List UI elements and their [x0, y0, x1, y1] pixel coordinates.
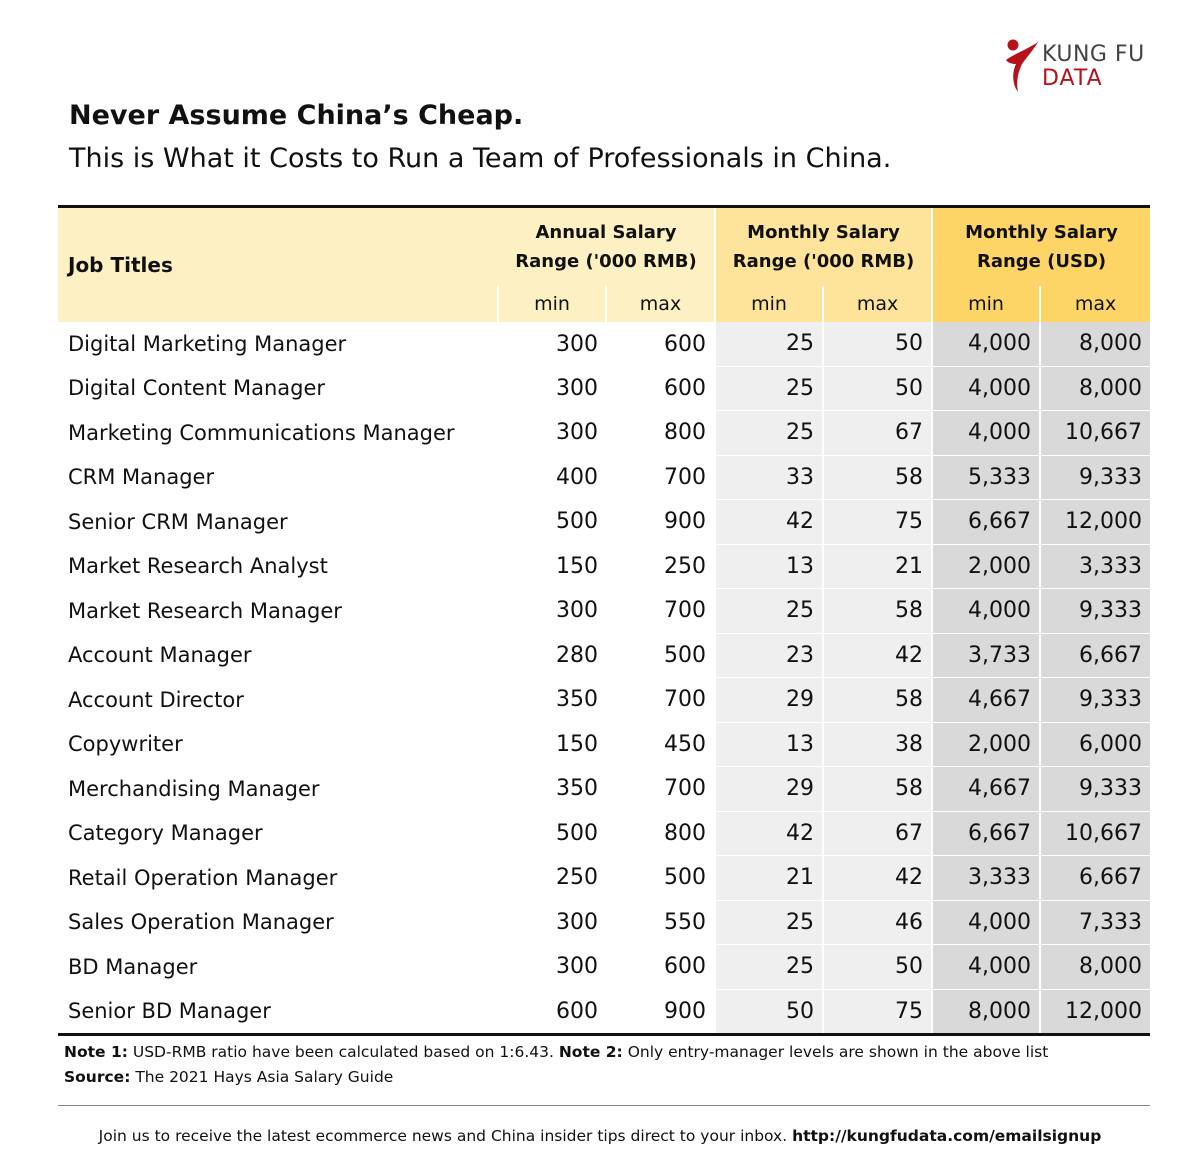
monthly-usd-max-cell: 9,333 [1040, 455, 1150, 500]
source-text: The 2021 Hays Asia Salary Guide [130, 1068, 394, 1086]
kung-fu-figure-icon [1004, 38, 1040, 94]
monthly-usd-min-cell: 4,000 [932, 322, 1040, 366]
monthly-rmb-max-cell: 38 [823, 722, 932, 767]
monthly-usd-max-cell: 12,000 [1040, 500, 1150, 545]
monthly-rmb-max-cell: 50 [823, 945, 932, 990]
annual-min-cell: 500 [556, 820, 598, 846]
monthly-rmb-min-cell: 25 [715, 900, 823, 945]
monthly-usd-max-cell: 8,000 [1040, 322, 1150, 366]
annual-max-cell: 450 [664, 731, 707, 757]
header-monthly-usd-line-2: Range (USD) [976, 251, 1107, 272]
monthly-rmb-max-cell: 67 [823, 811, 932, 856]
monthly-rmb-min-cell: 25 [715, 945, 823, 990]
table-row [58, 500, 1150, 545]
table-row [58, 544, 1150, 589]
annual-min-cell: 300 [556, 331, 598, 357]
annual-max-cell: 800 [664, 820, 707, 846]
monthly-usd-max-cell: 10,667 [1040, 411, 1150, 456]
header-monthly-usd [932, 207, 1150, 287]
monthly-usd-max-cell: 8,000 [1040, 366, 1150, 411]
header-monthly-rmb-min: min [715, 286, 823, 322]
monthly-rmb-max-cell: 58 [823, 767, 932, 812]
annual-max-cell: 700 [664, 598, 707, 624]
table-row [58, 455, 1150, 500]
job-title-cell: Market Research Analyst [68, 554, 328, 579]
page-title: Never Assume China’s Cheap. [69, 100, 524, 131]
header-monthly-rmb-max: max [823, 286, 932, 322]
monthly-usd-max-cell: 8,000 [1040, 945, 1150, 990]
monthly-rmb-min-cell: 25 [715, 589, 823, 634]
table-row [58, 989, 1150, 1035]
annual-min-cell: 300 [556, 598, 598, 624]
annual-min-cell: 300 [556, 375, 598, 401]
table-row [58, 322, 1150, 366]
monthly-rmb-max-cell: 75 [823, 500, 932, 545]
header-annual-line-2: Range ('000 RMB) [515, 251, 697, 272]
kung-fu-data-logo [1004, 38, 1145, 98]
job-title-cell: Merchandising Manager [68, 776, 320, 801]
annual-max-cell: 900 [664, 509, 707, 535]
table-row [58, 767, 1150, 812]
header-monthly-rmb [715, 207, 932, 287]
monthly-usd-max-cell: 6,000 [1040, 722, 1150, 767]
annual-max-cell: 250 [664, 553, 707, 579]
header-monthly-rmb-line-2: Range ('000 RMB) [732, 251, 915, 272]
monthly-usd-max-cell: 9,333 [1040, 589, 1150, 634]
job-title-cell: Senior BD Manager [58, 989, 498, 1035]
monthly-usd-min-cell: 6,667 [932, 500, 1040, 545]
annual-max-cell: 700 [664, 776, 707, 802]
monthly-rmb-min-cell: 13 [715, 544, 823, 589]
monthly-rmb-max-cell: 21 [823, 544, 932, 589]
monthly-rmb-min-cell: 25 [715, 411, 823, 456]
job-title-cell: Digital Content Manager [68, 376, 326, 401]
monthly-usd-min-cell: 2,000 [932, 544, 1040, 589]
table-row [58, 633, 1150, 678]
footer-divider [58, 1105, 1150, 1106]
note-2-label: Note 2: [558, 1043, 623, 1061]
header-job-titles: Job Titles [58, 207, 498, 323]
annual-min-cell: 350 [556, 776, 598, 802]
monthly-rmb-min-cell: 50 [715, 989, 823, 1035]
monthly-usd-max-cell: 10,667 [1040, 811, 1150, 856]
monthly-usd-max-cell: 3,333 [1040, 544, 1150, 589]
job-title-cell: Sales Operation Manager [68, 910, 334, 935]
monthly-rmb-min-cell: 42 [715, 500, 823, 545]
note-2-text: Only entry-manager levels are shown in the above list [622, 1043, 1049, 1061]
monthly-usd-min-cell: 4,667 [932, 767, 1040, 812]
monthly-rmb-max-cell: 67 [823, 411, 932, 456]
annual-min-cell: 300 [556, 954, 598, 980]
job-title-cell: Category Manager [68, 821, 263, 846]
annual-max-cell: 600 [664, 375, 707, 401]
footer-text: Join us to receive the latest ecommerce news and China insider tips direct to your inbox. [98, 1127, 793, 1145]
job-title-cell: Account Manager [68, 643, 252, 668]
annual-max-cell: 550 [664, 909, 707, 935]
monthly-rmb-max-cell: 50 [823, 366, 932, 411]
table-row [58, 856, 1150, 901]
table-row [58, 411, 1150, 456]
job-title-cell: Retail Operation Manager [68, 865, 338, 890]
annual-max-cell: 500 [664, 865, 707, 891]
monthly-usd-min-cell: 6,667 [932, 811, 1040, 856]
monthly-usd-min-cell: 3,733 [932, 633, 1040, 678]
notes-line-1 [64, 1040, 1048, 1065]
monthly-usd-max-cell: 6,667 [1040, 856, 1150, 901]
monthly-usd-min-cell: 4,000 [932, 589, 1040, 634]
logo-line-1: KUNG FU [1042, 42, 1145, 67]
monthly-usd-max-cell: 9,333 [1040, 678, 1150, 723]
monthly-rmb-min-cell: 33 [715, 455, 823, 500]
job-title-cell: Digital Marketing Manager [68, 332, 347, 356]
monthly-rmb-max-cell: 50 [823, 322, 932, 366]
annual-max-cell: 500 [664, 642, 707, 668]
monthly-rmb-min-cell: 25 [715, 366, 823, 411]
footer [0, 1127, 1200, 1145]
monthly-usd-min-cell: 5,333 [932, 455, 1040, 500]
monthly-rmb-min-cell: 21 [715, 856, 823, 901]
annual-min-cell: 280 [556, 642, 598, 668]
monthly-rmb-min-cell: 25 [715, 322, 823, 366]
monthly-usd-min-cell: 2,000 [932, 722, 1040, 767]
annual-max-cell: 800 [664, 420, 707, 446]
table-row [58, 722, 1150, 767]
monthly-rmb-min-cell: 23 [715, 633, 823, 678]
monthly-usd-min-cell: 4,667 [932, 678, 1040, 723]
footer-link[interactable]: http://kungfudata.com/emailsignup [792, 1127, 1102, 1145]
monthly-rmb-max-cell: 42 [823, 633, 932, 678]
header-annual-line-1: Annual Salary [535, 222, 677, 243]
annual-max-cell: 600 [664, 331, 707, 357]
annual-min-cell: 300 [556, 420, 598, 446]
monthly-usd-min-cell: 4,000 [932, 366, 1040, 411]
annual-max-cell: 600 [664, 954, 707, 980]
header-monthly-usd-line-1: Monthly Salary [965, 222, 1118, 243]
table-row [58, 678, 1150, 723]
notes-line-2 [64, 1065, 1048, 1090]
header-annual-salary [498, 207, 715, 287]
header-monthly-usd-max: max [1040, 286, 1150, 322]
note-1-text: USD-RMB ratio have been calculated based on 1:6.43. [127, 1043, 559, 1061]
annual-min-cell: 300 [556, 909, 598, 935]
job-title-cell: Market Research Manager [68, 598, 342, 623]
logo-line-2: DATA [1042, 66, 1103, 91]
monthly-usd-min-cell: 8,000 [932, 989, 1040, 1035]
table-row [58, 589, 1150, 634]
table-row [58, 811, 1150, 856]
note-1-label: Note 1: [64, 1043, 128, 1061]
annual-min-cell: 500 [556, 509, 598, 535]
monthly-usd-max-cell: 9,333 [1040, 767, 1150, 812]
annual-min-cell: 250 [556, 865, 598, 891]
monthly-rmb-max-cell: 58 [823, 678, 932, 723]
job-title-cell: Copywriter [68, 732, 183, 757]
annual-max-cell: 900 [606, 989, 715, 1035]
monthly-rmb-max-cell: 75 [823, 989, 932, 1035]
header-monthly-rmb-line-1: Monthly Salary [747, 222, 900, 243]
monthly-rmb-max-cell: 46 [823, 900, 932, 945]
monthly-usd-min-cell: 3,333 [932, 856, 1040, 901]
salary-table [58, 205, 1150, 1036]
monthly-usd-min-cell: 4,000 [932, 411, 1040, 456]
annual-min-cell: 400 [556, 464, 598, 490]
annual-min-cell: 150 [556, 731, 598, 757]
monthly-rmb-max-cell: 42 [823, 856, 932, 901]
header-annual-max: max [606, 286, 715, 322]
monthly-usd-max-cell: 6,667 [1040, 633, 1150, 678]
monthly-rmb-max-cell: 58 [823, 589, 932, 634]
monthly-usd-min-cell: 4,000 [932, 945, 1040, 990]
table-row [58, 366, 1150, 411]
monthly-rmb-min-cell: 42 [715, 811, 823, 856]
monthly-rmb-min-cell: 13 [715, 722, 823, 767]
salary-table-body [58, 322, 1150, 1035]
monthly-usd-min-cell: 4,000 [932, 900, 1040, 945]
monthly-rmb-min-cell: 29 [715, 678, 823, 723]
annual-max-cell: 700 [664, 464, 707, 490]
annual-min-cell: 600 [498, 989, 606, 1035]
monthly-rmb-min-cell: 29 [715, 767, 823, 812]
annual-min-cell: 350 [556, 687, 598, 713]
job-title-cell: CRM Manager [68, 465, 215, 490]
source-label: Source: [64, 1068, 131, 1086]
monthly-usd-max-cell: 7,333 [1040, 900, 1150, 945]
header-annual-min: min [498, 286, 606, 322]
job-title-cell: BD Manager [68, 954, 198, 979]
job-title-cell: Account Director [68, 687, 244, 712]
monthly-usd-max-cell: 12,000 [1040, 989, 1150, 1035]
annual-max-cell: 700 [664, 687, 707, 713]
page-subtitle: This is What it Costs to Run a Team of Professionals in China. [69, 143, 892, 174]
table-row [58, 945, 1150, 990]
annual-min-cell: 150 [556, 553, 598, 579]
job-title-cell: Senior CRM Manager [68, 509, 288, 534]
notes [64, 1040, 1048, 1090]
monthly-rmb-max-cell: 58 [823, 455, 932, 500]
header-monthly-usd-min: min [932, 286, 1040, 322]
job-title-cell: Marketing Communications Manager [68, 420, 455, 445]
table-row [58, 900, 1150, 945]
